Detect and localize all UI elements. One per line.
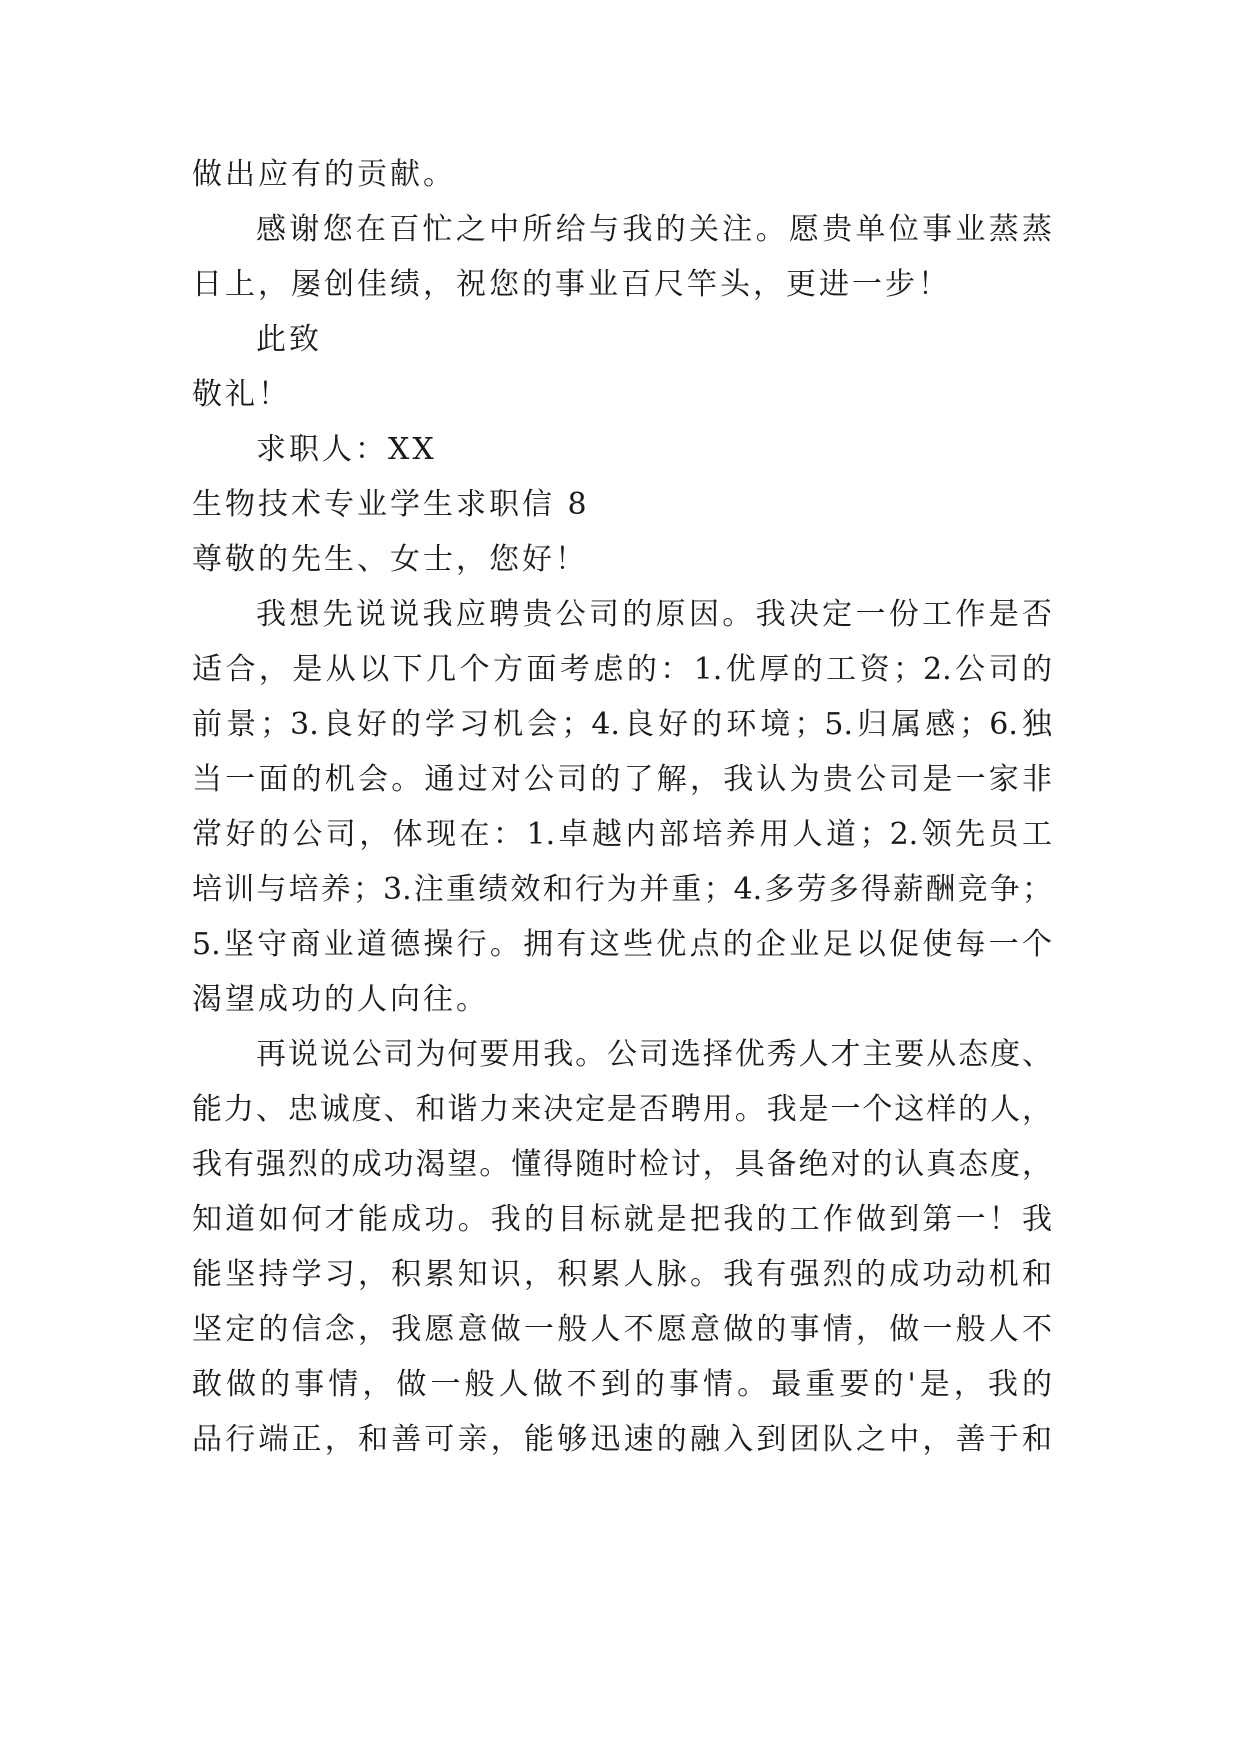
text-line: 品行端正，和善可亲，能够迅速的融入到团队之中，善于和 bbox=[192, 1422, 1052, 1457]
text-line: 我想先说说我应聘贵公司的原因。我决定一份工作是否 bbox=[256, 597, 1052, 632]
text-line: 能力、忠诚度、和谐力来决定是否聘用。我是一个这样的人， bbox=[192, 1092, 1052, 1127]
text-line: 我有强烈的成功渴望。懂得随时检讨，具备绝对的认真态度， bbox=[192, 1147, 1052, 1182]
text-line: 日上，屡创佳绩，祝您的事业百尺竿头，更进一步！ bbox=[192, 267, 951, 302]
text-line: 知道如何才能成功。我的目标就是把我的工作做到第一！我 bbox=[192, 1202, 1052, 1237]
text-line: 5.坚守商业道德操行。拥有这些优点的企业足以促使每一个 bbox=[192, 927, 1052, 962]
text-line: 适合，是从以下几个方面考虑的：1.优厚的工资；2.公司的 bbox=[192, 652, 1052, 687]
greeting: 尊敬的先生、女士，您好！ bbox=[192, 542, 588, 577]
closing-salutation: 此致 bbox=[256, 322, 322, 357]
text-line: 感谢您在百忙之中所给与我的关注。愿贵单位事业蒸蒸 bbox=[256, 212, 1052, 247]
text-line: 做出应有的贡献。 bbox=[192, 157, 456, 192]
closing-regards: 敬礼！ bbox=[192, 377, 291, 412]
text-line: 当一面的机会。通过对公司的了解，我认为贵公司是一家非 bbox=[192, 762, 1052, 797]
text-line: 坚定的信念，我愿意做一般人不愿意做的事情，做一般人不 bbox=[192, 1312, 1052, 1347]
text-line: 再说说公司为何要用我。公司选择优秀人才主要从态度、 bbox=[256, 1037, 1052, 1072]
text-line: 培训与培养；3.注重绩效和行为并重；4.多劳多得薪酬竞争； bbox=[192, 872, 1052, 907]
text-line: 敢做的事情，做一般人做不到的事情。最重要的'是，我的 bbox=[192, 1367, 1052, 1402]
signature-line: 求职人：XX bbox=[256, 432, 437, 467]
text-line: 前景；3.良好的学习机会；4.良好的环境；5.归属感；6.独 bbox=[192, 707, 1052, 742]
text-line: 常好的公司，体现在：1.卓越内部培养用人道；2.领先员工 bbox=[192, 817, 1052, 852]
text-line: 渴望成功的人向往。 bbox=[192, 982, 489, 1017]
text-line: 能坚持学习，积累知识，积累人脉。我有强烈的成功动机和 bbox=[192, 1257, 1052, 1292]
section-title: 生物技术专业学生求职信 8 bbox=[192, 487, 590, 522]
